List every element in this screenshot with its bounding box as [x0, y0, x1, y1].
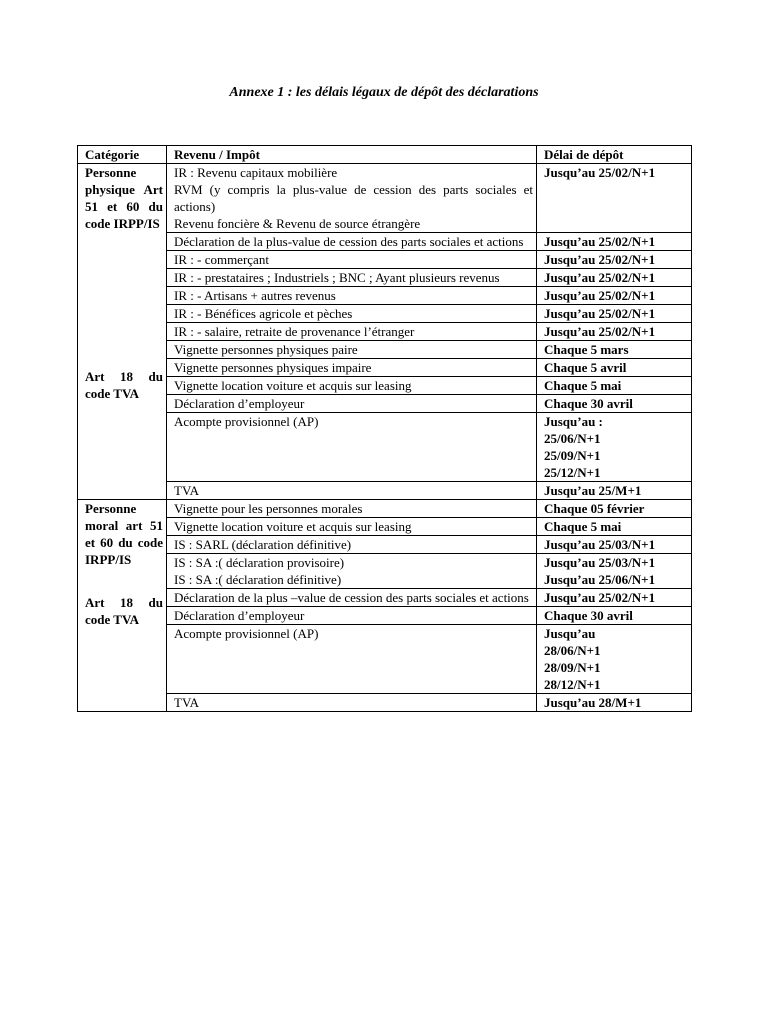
revenu-cell: Acompte provisionnel (AP)	[167, 413, 537, 482]
deadlines-table	[77, 145, 692, 712]
table-row	[78, 377, 692, 395]
delai-cell: Chaque 30 avril	[537, 395, 692, 413]
revenu-cell: Déclaration d’employeur	[167, 607, 537, 625]
revenu-cell: TVA	[167, 694, 537, 712]
delai-cell: Jusqu’au 28/M+1	[537, 694, 692, 712]
revenu-cell: Vignette personnes physiques paire	[167, 341, 537, 359]
table-row	[78, 536, 692, 554]
document-title: Annexe 1 : les délais légaux de dépôt des déclarations	[229, 85, 539, 100]
table-row	[78, 269, 692, 287]
table-row	[78, 500, 692, 518]
delai-line: Jusqu’au	[544, 626, 596, 641]
revenu-cell: IS : SARL (déclaration définitive)	[167, 536, 537, 554]
table-row	[78, 413, 692, 482]
table-row	[78, 287, 692, 305]
delai-line: Jusqu’au 25/03/N+1	[544, 555, 656, 570]
revenu-cell: Déclaration d’employeur	[167, 395, 537, 413]
delai-line: 28/09/N+1	[544, 660, 601, 675]
category-label: Personne moral art 51 et 60 du code IRPP/IS	[85, 501, 163, 567]
table-row	[78, 554, 692, 589]
delai-cell	[537, 554, 692, 589]
revenu-cell: Acompte provisionnel (AP)	[167, 625, 537, 694]
revenu-cell: Déclaration de la plus –value de cession des parts sociales et actions	[167, 589, 537, 607]
delai-cell: Jusqu’au 25/M+1	[537, 482, 692, 500]
delai-cell: Chaque 5 mai	[537, 377, 692, 395]
revenu-line: IS : SA :( déclaration définitive)	[174, 572, 342, 587]
revenu-cell: Vignette pour les personnes morales	[167, 500, 537, 518]
revenu-line: RVM (y compris la plus-value de cession des parts sociales et actions)	[174, 182, 533, 214]
table-row	[78, 395, 692, 413]
delai-cell: Jusqu’au 25/02/N+1	[537, 164, 692, 233]
delai-cell: Jusqu’au 25/02/N+1	[537, 589, 692, 607]
delai-line: 28/06/N+1	[544, 643, 601, 658]
delai-cell: Jusqu’au 25/02/N+1	[537, 269, 692, 287]
table-row	[78, 607, 692, 625]
table-row	[78, 589, 692, 607]
delai-line: 25/06/N+1	[544, 431, 601, 446]
delai-line: Jusqu’au :	[544, 414, 603, 429]
delai-cell: Jusqu’au 25/02/N+1	[537, 305, 692, 323]
delai-line: 25/09/N+1	[544, 448, 601, 463]
table-header-row	[78, 146, 692, 164]
table-row	[78, 694, 692, 712]
table-row	[78, 305, 692, 323]
delai-line: 28/12/N+1	[544, 677, 601, 692]
table-row	[78, 323, 692, 341]
delai-cell: Chaque 30 avril	[537, 607, 692, 625]
category-label-tva: Art 18 du code TVA	[85, 369, 163, 401]
revenu-line: IR : Revenu capitaux mobilière	[174, 165, 338, 180]
table-row	[78, 482, 692, 500]
revenu-line: Revenu foncière & Revenu de source étrangère	[174, 216, 421, 231]
delai-cell: Chaque 5 mai	[537, 518, 692, 536]
revenu-cell: IR : - Artisans + autres revenus	[167, 287, 537, 305]
revenu-cell: Vignette location voiture et acquis sur leasing	[167, 377, 537, 395]
delai-cell: Jusqu’au 25/02/N+1	[537, 323, 692, 341]
delai-cell: Jusqu’au 25/02/N+1	[537, 287, 692, 305]
revenu-cell: IR : - commerçant	[167, 251, 537, 269]
category-cell-moral	[78, 500, 167, 712]
delai-cell: Jusqu’au 25/03/N+1	[537, 536, 692, 554]
table-row	[78, 251, 692, 269]
revenu-cell: Vignette personnes physiques impaire	[167, 359, 537, 377]
header-revenu: Revenu / Impôt	[167, 146, 537, 164]
revenu-line: IS : SA :( déclaration provisoire)	[174, 555, 345, 570]
revenu-cell: Vignette location voiture et acquis sur leasing	[167, 518, 537, 536]
delai-line: Jusqu’au 25/06/N+1	[544, 572, 656, 587]
revenu-cell: TVA	[167, 482, 537, 500]
table-row	[78, 518, 692, 536]
category-cell-physique	[78, 164, 167, 500]
delai-line: 25/12/N+1	[544, 465, 601, 480]
delai-cell: Jusqu’au 25/02/N+1	[537, 251, 692, 269]
revenu-cell: IR : - Bénéfices agricole et pèches	[167, 305, 537, 323]
delai-cell	[537, 413, 692, 482]
header-delai: Délai de dépôt	[537, 146, 692, 164]
delai-cell	[537, 625, 692, 694]
table-row	[78, 341, 692, 359]
delai-cell: Chaque 5 mars	[537, 341, 692, 359]
delai-cell: Jusqu’au 25/02/N+1	[537, 233, 692, 251]
revenu-cell: Déclaration de la plus-value de cession des parts sociales et actions	[167, 233, 537, 251]
revenu-cell	[167, 554, 537, 589]
revenu-cell	[167, 164, 537, 233]
table-row	[78, 625, 692, 694]
delai-cell: Chaque 5 avril	[537, 359, 692, 377]
table-row	[78, 164, 692, 233]
revenu-cell: IR : - salaire, retraite de provenance l’étranger	[167, 323, 537, 341]
category-label: Personne physique Art 51 et 60 du code IRPP/IS	[85, 165, 163, 231]
revenu-cell: IR : - prestataires ; Industriels ; BNC ; Ayant plusieurs revenus	[167, 269, 537, 287]
delai-cell: Chaque 05 février	[537, 500, 692, 518]
category-label-tva: Art 18 du code TVA	[85, 595, 163, 627]
header-categorie: Catégorie	[78, 146, 167, 164]
table-row	[78, 233, 692, 251]
table-row	[78, 359, 692, 377]
